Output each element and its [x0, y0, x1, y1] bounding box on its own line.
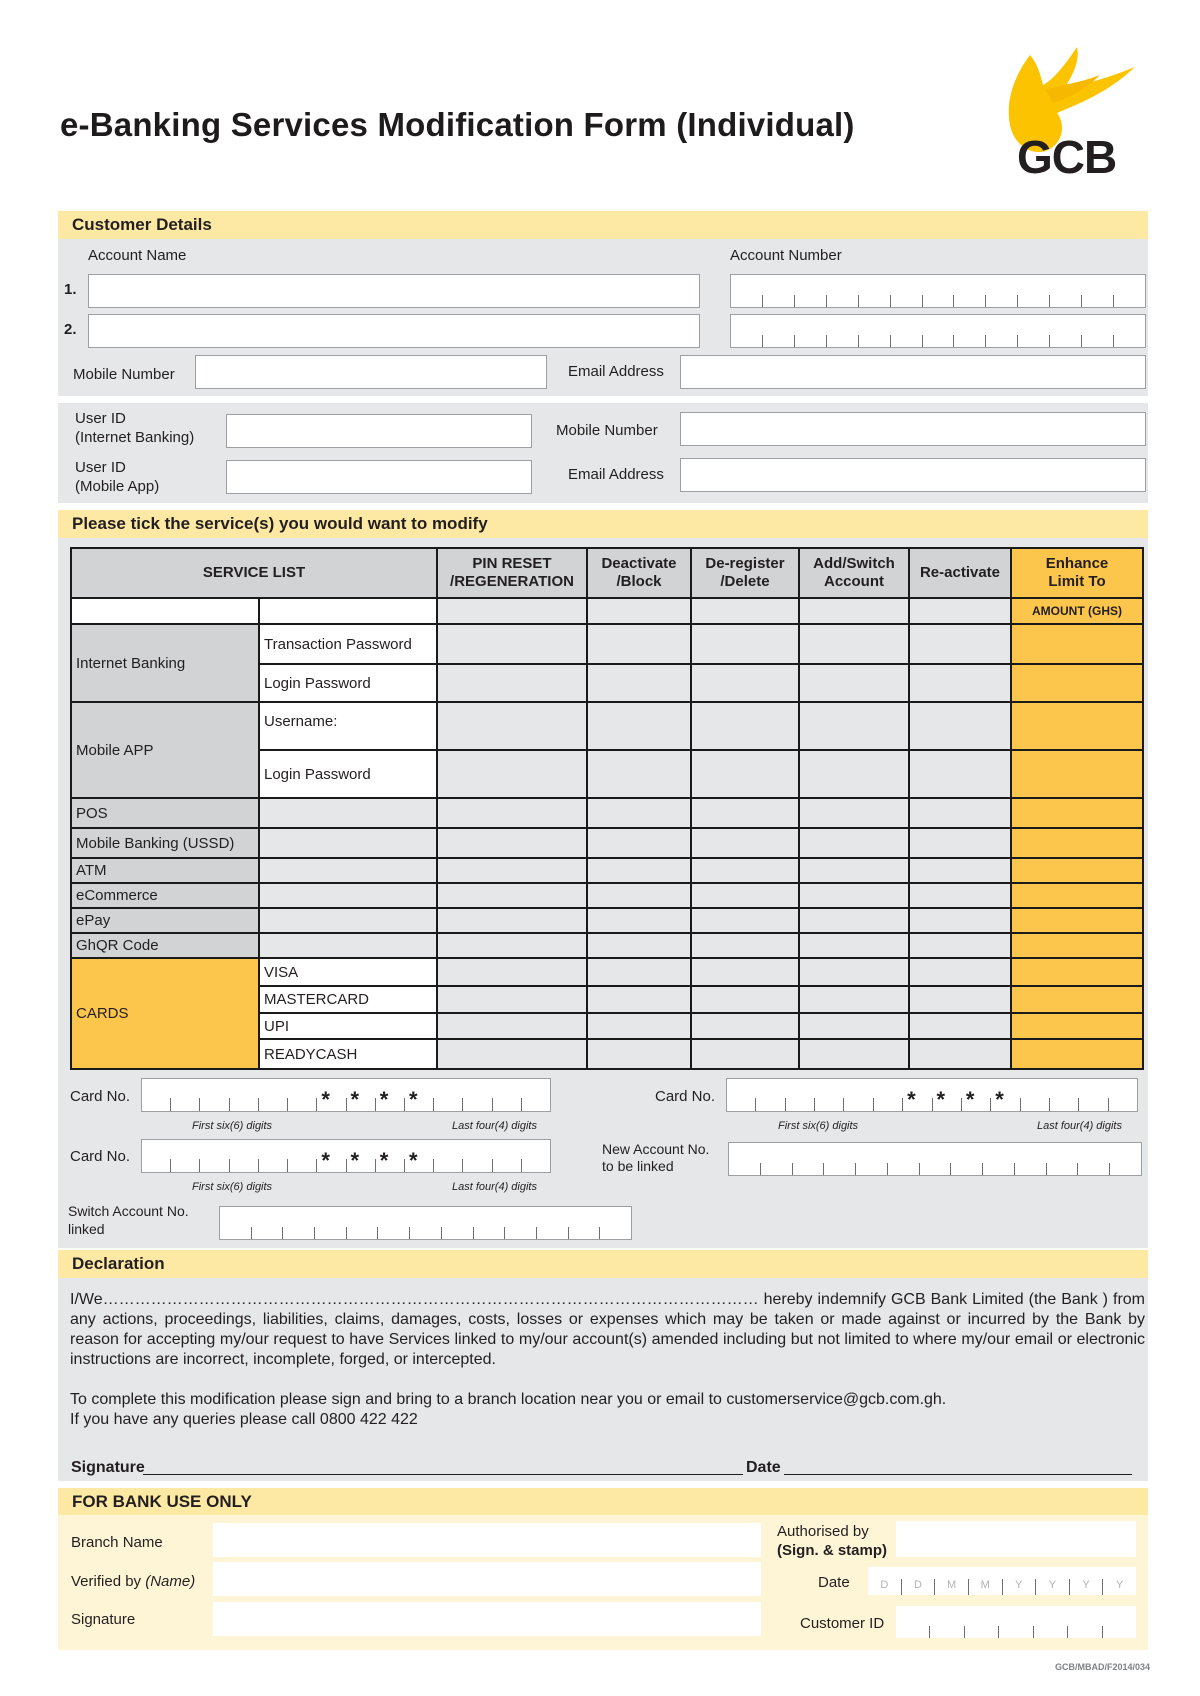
mobile-number-input[interactable] — [195, 355, 547, 389]
card-no-2-input[interactable]: * * * * — [726, 1078, 1138, 1112]
customer-id-label: Customer ID — [800, 1615, 885, 1632]
bank-signature-input[interactable] — [213, 1602, 761, 1636]
customer-details-header: Customer Details — [58, 211, 1148, 239]
card-no-1-label: Card No. — [70, 1088, 131, 1105]
row-number-2: 2. — [64, 321, 77, 338]
email-address-input[interactable] — [680, 355, 1146, 389]
card-no-3-label: Card No. — [70, 1148, 131, 1165]
tick-cell[interactable] — [909, 958, 1011, 986]
mastercard-label: MASTERCARD — [259, 986, 437, 1013]
tick-cell[interactable] — [437, 798, 587, 828]
tick-cell[interactable] — [799, 933, 909, 958]
tick-cell[interactable] — [691, 883, 799, 908]
amount-cell[interactable] — [1011, 624, 1143, 664]
tick-cell[interactable] — [909, 702, 1011, 750]
account-name-1-input[interactable] — [88, 274, 700, 308]
tick-cell[interactable] — [909, 798, 1011, 828]
tick-cell[interactable] — [587, 702, 691, 750]
atm-label: ATM — [71, 858, 259, 883]
tick-cell[interactable] — [587, 986, 691, 1013]
amount-cell[interactable] — [1011, 828, 1143, 858]
epay-label: ePay — [71, 908, 259, 933]
amount-cell[interactable] — [1011, 858, 1143, 883]
mobile-app-label: Mobile APP — [71, 702, 259, 798]
branch-name-label: Branch Name — [71, 1534, 163, 1551]
card-no-2-label: Card No. — [655, 1088, 716, 1105]
tick-cell[interactable] — [437, 1039, 587, 1069]
first-six-hint: First six(6) digits — [192, 1120, 273, 1132]
col-add-switch: Add/Switch Account — [799, 548, 909, 598]
tick-cell[interactable] — [909, 750, 1011, 798]
tick-cell[interactable] — [799, 750, 909, 798]
verified-by-input[interactable] — [213, 1562, 761, 1596]
user-id-app-label: User ID (Mobile App) — [75, 459, 160, 495]
ghqr-label: GhQR Code — [71, 933, 259, 958]
table-row — [71, 624, 1143, 664]
tick-cell[interactable] — [691, 986, 799, 1013]
amount-cell[interactable] — [1011, 1013, 1143, 1039]
tick-cell[interactable] — [587, 1039, 691, 1069]
tick-cell[interactable] — [587, 1013, 691, 1039]
declaration-header: Declaration — [58, 1250, 1148, 1278]
amount-cell[interactable] — [1011, 883, 1143, 908]
tick-cell[interactable] — [799, 883, 909, 908]
amount-cell[interactable] — [1011, 958, 1143, 986]
table-row — [71, 702, 1143, 750]
date-label: Date — [746, 1459, 781, 1476]
account-number-1-input[interactable] — [730, 274, 1146, 308]
email-address-2-input[interactable] — [680, 458, 1146, 492]
tick-cell[interactable] — [799, 958, 909, 986]
tick-cell[interactable] — [909, 828, 1011, 858]
signature-line[interactable] — [143, 1474, 743, 1475]
user-id-ib-label: User ID (Internet Banking) — [75, 410, 195, 446]
amount-ghs-label: AMOUNT (GHS) — [1011, 598, 1143, 624]
internet-banking-label: Internet Banking — [71, 624, 259, 702]
tick-cell[interactable] — [909, 933, 1011, 958]
tick-cell[interactable] — [909, 986, 1011, 1013]
tick-cell[interactable] — [691, 958, 799, 986]
username-label: Username: — [259, 702, 437, 750]
table-row — [71, 858, 1143, 883]
tick-cell[interactable] — [691, 908, 799, 933]
mobile-number-2-label: Mobile Number — [556, 422, 658, 439]
tick-cell[interactable] — [909, 908, 1011, 933]
table-row — [71, 958, 1143, 986]
tick-cell[interactable] — [587, 750, 691, 798]
tick-cell[interactable] — [587, 798, 691, 828]
tick-cell[interactable] — [691, 664, 799, 702]
tick-cell[interactable] — [691, 933, 799, 958]
declaration-paragraph: I/We…………………………………………………………………………………………………………… hereby indemnify GCB Bank Limited (the Bank ) from any actions, proceedings, liabilities, claims, damages, costs, losses or expenses which may be taken or made against or incurred by the Bank by reason for accepting my/our request to have Services linked to my/our account(s) amended including but not limited to where my/our email or electronic instructions are incorrect, incomplete, forged, or intercepted. — [70, 1291, 1145, 1368]
card-no-1-input[interactable]: * * * * — [141, 1078, 551, 1112]
ecommerce-label: eCommerce — [71, 883, 259, 908]
tick-cell[interactable] — [437, 624, 587, 664]
upi-label: UPI — [259, 1013, 437, 1039]
table-row — [71, 798, 1143, 828]
tick-cell[interactable] — [587, 933, 691, 958]
tick-cell[interactable] — [799, 664, 909, 702]
tick-cell[interactable] — [691, 624, 799, 664]
login-password-2-label: Login Password — [259, 750, 437, 798]
transaction-password-label: Transaction Password — [259, 624, 437, 664]
verified-by-label: Verified by (Name) — [71, 1573, 196, 1590]
amount-cell[interactable] — [1011, 664, 1143, 702]
last-four-hint-2: Last four(4) digits — [1037, 1120, 1122, 1132]
date-line[interactable] — [784, 1474, 1132, 1475]
bank-date-input[interactable]: D D M M Y Y Y Y — [868, 1567, 1136, 1595]
tick-cell[interactable] — [437, 702, 587, 750]
tick-cell[interactable] — [691, 702, 799, 750]
amount-cell[interactable] — [1011, 933, 1143, 958]
new-account-label: New Account No. to be linked — [602, 1141, 710, 1174]
col-reactivate: Re-activate — [909, 548, 1011, 598]
table-row — [71, 883, 1143, 908]
tick-cell[interactable] — [587, 828, 691, 858]
tick-cell[interactable] — [437, 883, 587, 908]
amount-cell[interactable] — [1011, 908, 1143, 933]
tick-cell[interactable] — [437, 933, 587, 958]
form-title: e-Banking Services Modification Form (Individual) — [60, 106, 855, 143]
bank-signature-label: Signature — [71, 1611, 136, 1628]
tick-cell[interactable] — [909, 1039, 1011, 1069]
table-row — [71, 908, 1143, 933]
services-header: Please tick the service(s) you would want to modify — [58, 510, 1148, 538]
tick-cell[interactable] — [909, 624, 1011, 664]
queries-instruction: If you have any queries please call 0800 422 422 — [70, 1411, 418, 1428]
tick-cell[interactable] — [437, 664, 587, 702]
col-pin-reset: PIN RESET /REGENERATION — [437, 548, 587, 598]
tick-cell[interactable] — [437, 986, 587, 1013]
account-name-label: Account Name — [88, 247, 187, 264]
tick-cell[interactable] — [587, 958, 691, 986]
mobile-number-2-input[interactable] — [680, 412, 1146, 446]
table-row — [71, 933, 1143, 958]
declaration-text — [70, 1290, 1145, 1430]
tick-cell[interactable] — [909, 858, 1011, 883]
last-four-hint: Last four(4) digits — [452, 1120, 537, 1132]
pos-label: POS — [71, 798, 259, 828]
tick-cell[interactable] — [437, 1013, 587, 1039]
tick-cell[interactable] — [799, 858, 909, 883]
email-address-label: Email Address — [568, 363, 664, 380]
col-deregister: De-register /Delete — [691, 548, 799, 598]
tick-cell[interactable] — [799, 1039, 909, 1069]
tick-cell[interactable] — [799, 1013, 909, 1039]
customer-id-input[interactable] — [896, 1606, 1136, 1638]
amount-cell[interactable] — [1011, 1039, 1143, 1069]
tick-cell[interactable] — [799, 908, 909, 933]
tick-cell[interactable] — [799, 702, 909, 750]
email-address-2-label: Email Address — [568, 466, 664, 483]
tick-cell[interactable] — [437, 828, 587, 858]
first-six-hint-2: First six(6) digits — [778, 1120, 859, 1132]
tick-cell[interactable] — [691, 828, 799, 858]
tick-cell[interactable] — [587, 664, 691, 702]
tick-cell[interactable] — [799, 624, 909, 664]
user-id-app-input[interactable] — [226, 460, 532, 494]
table-row — [71, 828, 1143, 858]
authorised-by-label: Authorised by (Sign. & stamp) — [777, 1523, 888, 1559]
tick-cell[interactable] — [799, 828, 909, 858]
service-table — [70, 547, 1144, 1070]
tick-cell[interactable] — [437, 958, 587, 986]
amount-cell[interactable] — [1011, 750, 1143, 798]
tick-cell[interactable] — [587, 908, 691, 933]
bank-date-label: Date — [818, 1574, 850, 1591]
new-account-input[interactable] — [728, 1142, 1142, 1176]
tick-cell[interactable] — [691, 1013, 799, 1039]
tick-cell[interactable] — [587, 624, 691, 664]
tick-cell[interactable] — [691, 1039, 799, 1069]
col-enhance-limit: Enhance Limit To — [1011, 548, 1143, 598]
tick-cell[interactable] — [587, 858, 691, 883]
branch-name-input[interactable] — [213, 1523, 761, 1557]
account-name-2-input[interactable] — [88, 314, 700, 348]
authorised-by-input[interactable] — [896, 1521, 1136, 1557]
last-four-hint-3: Last four(4) digits — [452, 1181, 537, 1193]
signature-label: Signature — [71, 1459, 145, 1476]
amount-cell[interactable] — [1011, 986, 1143, 1013]
tick-cell[interactable] — [799, 986, 909, 1013]
tick-cell[interactable] — [691, 798, 799, 828]
tick-cell[interactable] — [799, 798, 909, 828]
first-six-hint-3: First six(6) digits — [192, 1181, 273, 1193]
tick-cell[interactable] — [437, 908, 587, 933]
tick-cell[interactable] — [691, 750, 799, 798]
login-password-label: Login Password — [259, 664, 437, 702]
user-id-ib-input[interactable] — [226, 414, 532, 448]
amount-cell[interactable] — [1011, 798, 1143, 828]
account-number-2-input[interactable] — [730, 314, 1146, 348]
amount-cell[interactable] — [1011, 702, 1143, 750]
gcb-logo-text: GCB — [1017, 131, 1117, 183]
tick-cell[interactable] — [691, 858, 799, 883]
form-code: GCB/MBAD/F2014/034 — [1055, 1662, 1151, 1672]
tick-cell[interactable] — [909, 1013, 1011, 1039]
tick-cell[interactable] — [587, 883, 691, 908]
ussd-label: Mobile Banking (USSD) — [71, 828, 259, 858]
visa-label: VISA — [259, 958, 437, 986]
bank-use-header: FOR BANK USE ONLY — [58, 1488, 1148, 1516]
account-number-label: Account Number — [730, 247, 842, 264]
readycash-label: READYCASH — [259, 1039, 437, 1069]
tick-cell[interactable] — [909, 883, 1011, 908]
tick-cell[interactable] — [909, 664, 1011, 702]
completion-instruction: To complete this modification please sign and bring to a branch location near you or email to customerservice@gcb.com.gh. — [70, 1391, 947, 1408]
cards-label: CARDS — [71, 958, 259, 1069]
col-service-list: SERVICE LIST — [71, 548, 437, 598]
row-number-1: 1. — [64, 281, 77, 298]
card-no-3-input[interactable]: * * * * — [141, 1139, 551, 1173]
tick-cell[interactable] — [437, 858, 587, 883]
switch-account-input[interactable] — [219, 1206, 632, 1240]
switch-account-label: Switch Account No. linked — [68, 1203, 189, 1237]
tick-cell[interactable] — [437, 750, 587, 798]
col-deactivate: Deactivate /Block — [587, 548, 691, 598]
mobile-number-label: Mobile Number — [73, 366, 175, 383]
